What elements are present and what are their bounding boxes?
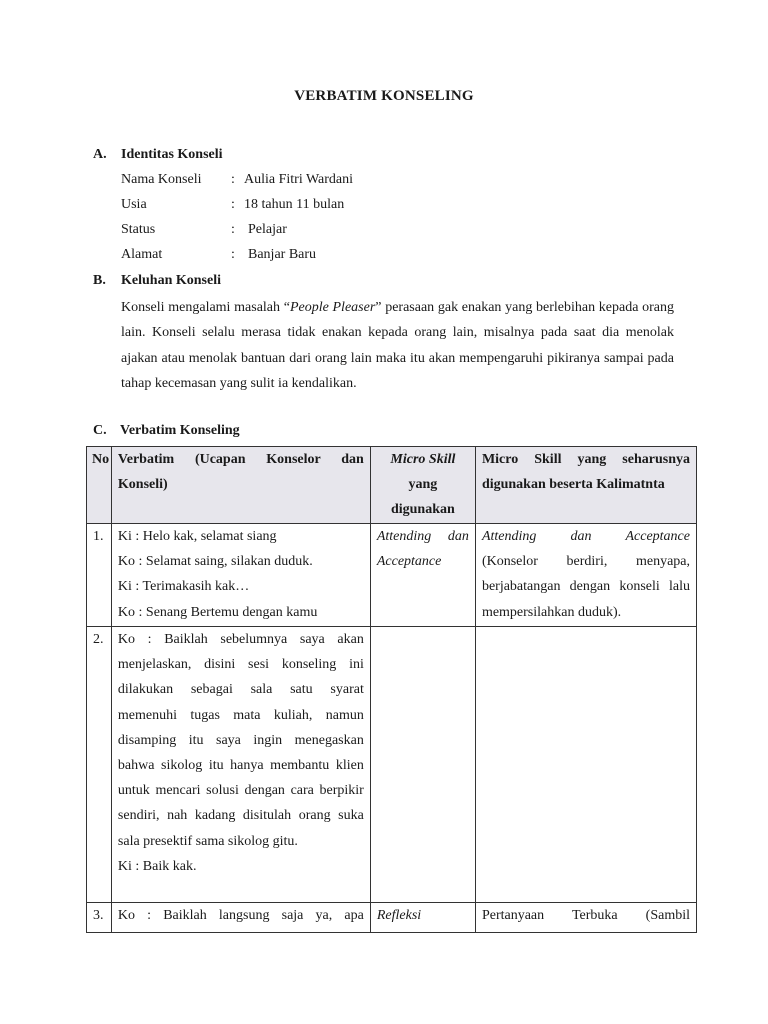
row-skill: [370, 627, 475, 903]
row-no: 2.: [87, 627, 112, 903]
row-should-italic: Attending dan Acceptance: [481, 529, 690, 544]
table-row: [87, 627, 697, 903]
complaint-italic-term: People Pleaser: [289, 300, 376, 315]
field-label: Nama Konseli: [121, 172, 202, 187]
row-should: [475, 903, 696, 933]
verbatim-line: Ki : Terimakasih kak…: [117, 579, 250, 595]
row-should: [475, 524, 696, 627]
field-value: Banjar Baru: [248, 247, 317, 262]
table-row: [87, 903, 697, 933]
section-a-letter: A.: [93, 147, 107, 162]
row-should-text: Pertanyaan Terbuka (Sambil: [481, 908, 690, 923]
row-verbatim: [111, 903, 370, 933]
row-skill: Attending dan Acceptance: [370, 524, 475, 627]
header-micro-skill-italic: Micro Skill: [390, 452, 456, 467]
row-skill: Refleksi: [370, 903, 475, 933]
section-a-heading: [93, 147, 223, 163]
section-a-title: Identitas Konseli: [121, 147, 223, 162]
complaint-text-rest: ” perasaan gak enakan yang berlebihan kepada orang lain. Konseli selalu merasa tidak enakan kepada orang lain, misalnya pada saat dia menolak ajakan atau menolak bantuan dari orang lain maka itu akan mempengaruhi pikiranya sampai pada tahap kecemasan yang sulit ia kendalikan.: [121, 300, 675, 391]
row-should-text: (Konselor berdiri, menyapa, berjabatangan dengan konseli lalu mempersilahkan duduk).: [481, 554, 690, 620]
row-verbatim: [111, 627, 370, 903]
field-label: Usia: [121, 197, 147, 212]
field-label: Status: [121, 222, 156, 237]
section-b-letter: B.: [93, 273, 106, 288]
verbatim-line: Ko : Senang Bertemu dengan kamu: [117, 604, 318, 620]
field-value: 18 tahun 11 bulan: [244, 197, 345, 212]
field-value: Pelajar: [248, 222, 287, 237]
header-micro-skill-rest: yang digunakan: [390, 477, 455, 518]
verbatim-table: [86, 446, 697, 933]
section-c-title: Verbatim Konseling: [120, 423, 240, 438]
table-row: [87, 524, 697, 627]
table-header-row: [87, 447, 697, 524]
section-c-letter: C.: [93, 423, 107, 438]
header-no: No: [87, 447, 112, 524]
verbatim-line: Ko : Baiklah langsung saja ya, apa: [117, 908, 364, 923]
verbatim-line: Ki : Helo kak, selamat siang: [117, 529, 277, 544]
section-c-heading: [93, 423, 240, 439]
field-value: Aulia Fitri Wardani: [244, 172, 354, 187]
verbatim-line: Ko : Selamat saing, silakan duduk.: [117, 554, 313, 570]
verbatim-paragraph: Ko : Baiklah sebelumnya saya akan menjelaskan, disini sesi konseling ini dilakukan sebagai sala satu syarat memenuhi tugas mata kuliah, namun disamping itu saya ingin menegaskan bahwa sikolog itu hanya membantu klien untuk mencari solusi dengan cara berpikir sendiri, nah kadang disitulah orang suka sala presektif sama sikolog gitu.: [117, 632, 364, 849]
header-micro-skill: [370, 447, 475, 524]
field-label: Alamat: [121, 247, 163, 262]
document-title: VERBATIM KONSELING: [294, 88, 474, 104]
field-colon: :: [231, 247, 235, 262]
field-colon: :: [231, 172, 235, 187]
row-verbatim: [111, 524, 370, 627]
complaint-paragraph: [121, 295, 674, 396]
section-b-heading: [93, 273, 221, 289]
section-b-title: Keluhan Konseli: [121, 273, 221, 288]
field-colon: :: [231, 197, 235, 212]
verbatim-line: Ki : Baik kak.: [117, 858, 197, 874]
header-verbatim: Verbatim (Ucapan Konselor dan Konseli): [111, 447, 370, 524]
complaint-text-start: Konseli mengalami masalah “: [121, 300, 290, 315]
row-no: 1.: [87, 524, 112, 627]
row-no: 3.: [87, 903, 112, 933]
row-should: [475, 627, 696, 903]
field-colon: :: [231, 222, 235, 237]
header-should-skill: Micro Skill yang seharusnya digunakan beserta Kalimatnta: [475, 447, 696, 524]
